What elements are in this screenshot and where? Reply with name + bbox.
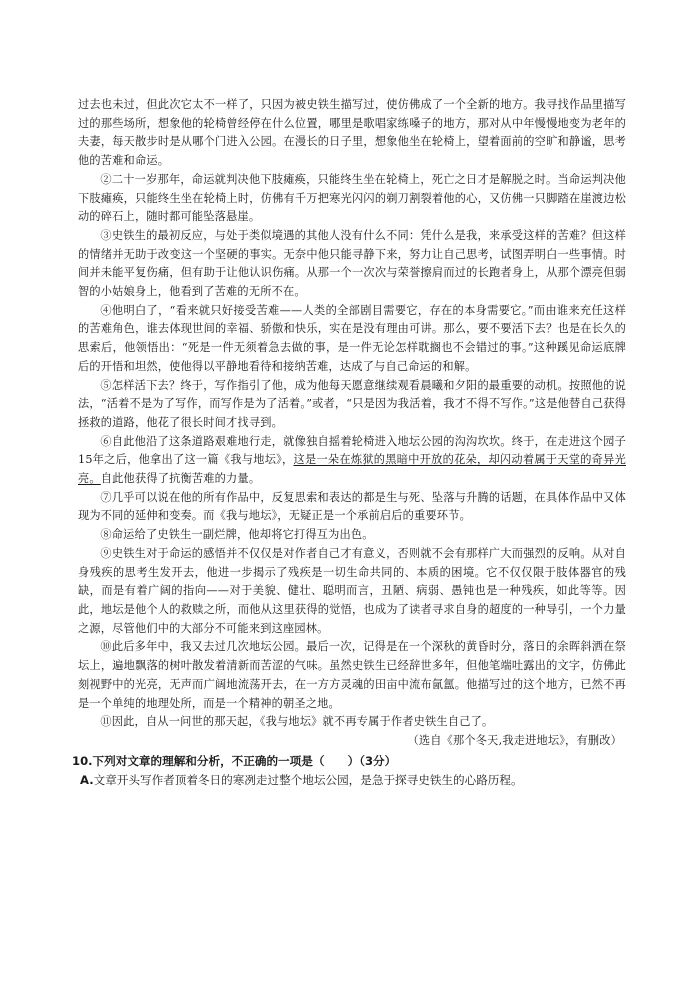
passage-source: （选自《那个冬天,我走进地坛》，有删改） <box>407 733 622 747</box>
option-a-label: A. <box>80 772 94 787</box>
passage-paragraph-10: ⑩此后多年中，我又去过几次地坛公园。最后一次，记得是在一个深秋的黄昏时分，落日的余晖斜洒在祭坛上，遍地飘落的树叶散发着清新而苦涩的气味。虽然史铁生已经辞世多年，但他笔端吐露出的文字，仿佛此刻视野中的光亮，无声而广阔地流荡开去，在一方方灵魂的田亩中流布氤氲。他描写过的这个地方，已然不再是一个单纯的地理处所，而是一个精神的朝圣之地。 <box>78 640 626 710</box>
underlined-sentence: 这是一朵在炼狱的黑暗中开放的花朵，却闪动着属于天堂的奇异光亮。 <box>78 453 626 486</box>
passage-paragraph-intro: 过去也未过，但此次它太不一样了，只因为被史铁生描写过，使仿佛成了一个全新的地方。我寻找作品里描写过的那些场所，想象他的轮椅曾经停在什么位置，哪里是歌唱家练嗓子的地方，那对从中年慢慢地变为老年的夫妻，每天散步时是从哪个门进入公园。在漫长的日子里，想象他坐在轮椅上，望着面前的空旷和静谧，思考他的苦难和命运。 <box>78 98 626 168</box>
passage-paragraph-3: ③史铁生的最初反应，与处于类似境遇的其他人没有什么不同：凭什么是我，来承受这样的苦难？但这样的情绪并无助于改变这一个坚硬的事实。无奈中他只能寻静下来，努力让自己思考，试图弄明白一些事情。时间并未能平复伤痛，但有助于让他认识伤痛。从那一个一次次与荣誉擦肩而过的长跑者身上，从那个漂亮但弱智的小姑娘身上，他看到了苦难的无所不在。 <box>78 228 626 299</box>
passage-paragraph-7: ⑦几乎可以说在他的所有作品中，反复思索和表达的都是生与死、坠落与升腾的话题，在具体作品中又体现为不同的延伸和变奏。而《我与地坛》，无疑正是一个承前启后的重要环节。 <box>78 490 626 523</box>
paragraph-6-text-end: 自此他获得了抗衡苦难的力量。 <box>100 472 261 486</box>
passage-paragraph-8: ⑧命运给了史铁生一副烂牌，他却将它打得互为出色。 <box>100 528 374 542</box>
passage-paragraph-4: ④他明白了，“看来就只好接受苦难——人类的全部剧目需要它，存在的本身需要它。”而由谁来充任这样的苦难角色，谁去体现世间的幸福、骄傲和快乐，实在是没有理由可讲。那么，要不要活下去？也是在长久的思索后，他领悟出：“死是一件无须着急去做的事，是一件无论怎样耽搁也不会错过的事。”这种蹊见命运底牌后的开悟和坦然，使他得以平静地看待和接纳苦难，达成了与自己命运的和解。 <box>78 303 626 373</box>
question-10-option-a <box>80 771 626 790</box>
option-a-text: 文章开头写作者顶着冬日的寒冽走过整个地坛公园，是急于探寻史铁生的心路历程。 <box>93 772 523 787</box>
question-10-title: 10.下列对文章的理解和分析，不正确的一项是（ ）（3分） <box>72 753 397 768</box>
passage-paragraph-9: ⑨史铁生对于命运的感悟并不仅仅是对作者自己才有意义，否则就不会有那样广大而强烈的反响。从对自身残疾的思考生发开去，他进一步揭示了残疾是一切生命共同的、本质的困境。它不仅仅限于肢体器官的残缺，而是有着广阔的指向——对于美貌、健壮、聪明而言，丑陋、病弱、愚钝也是一种残疾，如此等等。因此，地坛是他个人的救赎之所，而他从这里获得的觉悟，也成为了读者寻求自身的超度的一种导引，一个力量之源，尽管他们中的大部分不可能来到这座园林。 <box>78 546 626 635</box>
exam-page <box>72 96 626 790</box>
passage-paragraph-6 <box>78 433 626 489</box>
passage-paragraph-2: ②二十一岁那年，命运就判决他下肢瘫痪，只能终生坐在轮椅上，死亡之日才是解脱之时。当命运判决他下肢瘫痪，只能终生坐在轮椅上时，仿佛有千万把寒光闪闪的剃刀割裂着他的心，又仿佛一只脚踏在崖渡边松动的碎石上，随时都可能坠落悬崖。 <box>78 172 626 224</box>
passage-paragraph-11: ⑪因此，自从一问世的那天起，《我与地坛》就不再专属于作者史铁生自己了。 <box>100 715 494 729</box>
paragraph-6-text-start: ⑥自此他沿了这条道路艰难地行走，就像独自摇着轮椅进入地坛公园的沟沟坎坎。终于，在走进这个园子15年之后，他拿出了这一篇《我与地坛》， <box>78 434 626 467</box>
passage-paragraph-5: ⑤怎样活下去？终于，写作指引了他，成为他每天愿意继续观看晨曦和夕阳的最重要的动机。按照他的说法，“活着不是为了写作，而写作是为了活着。”或者，“只是因为我活着，我才不得不写作。”这是他替自己获得拯救的道路，他花了很长时间才找寻到。 <box>78 378 626 429</box>
